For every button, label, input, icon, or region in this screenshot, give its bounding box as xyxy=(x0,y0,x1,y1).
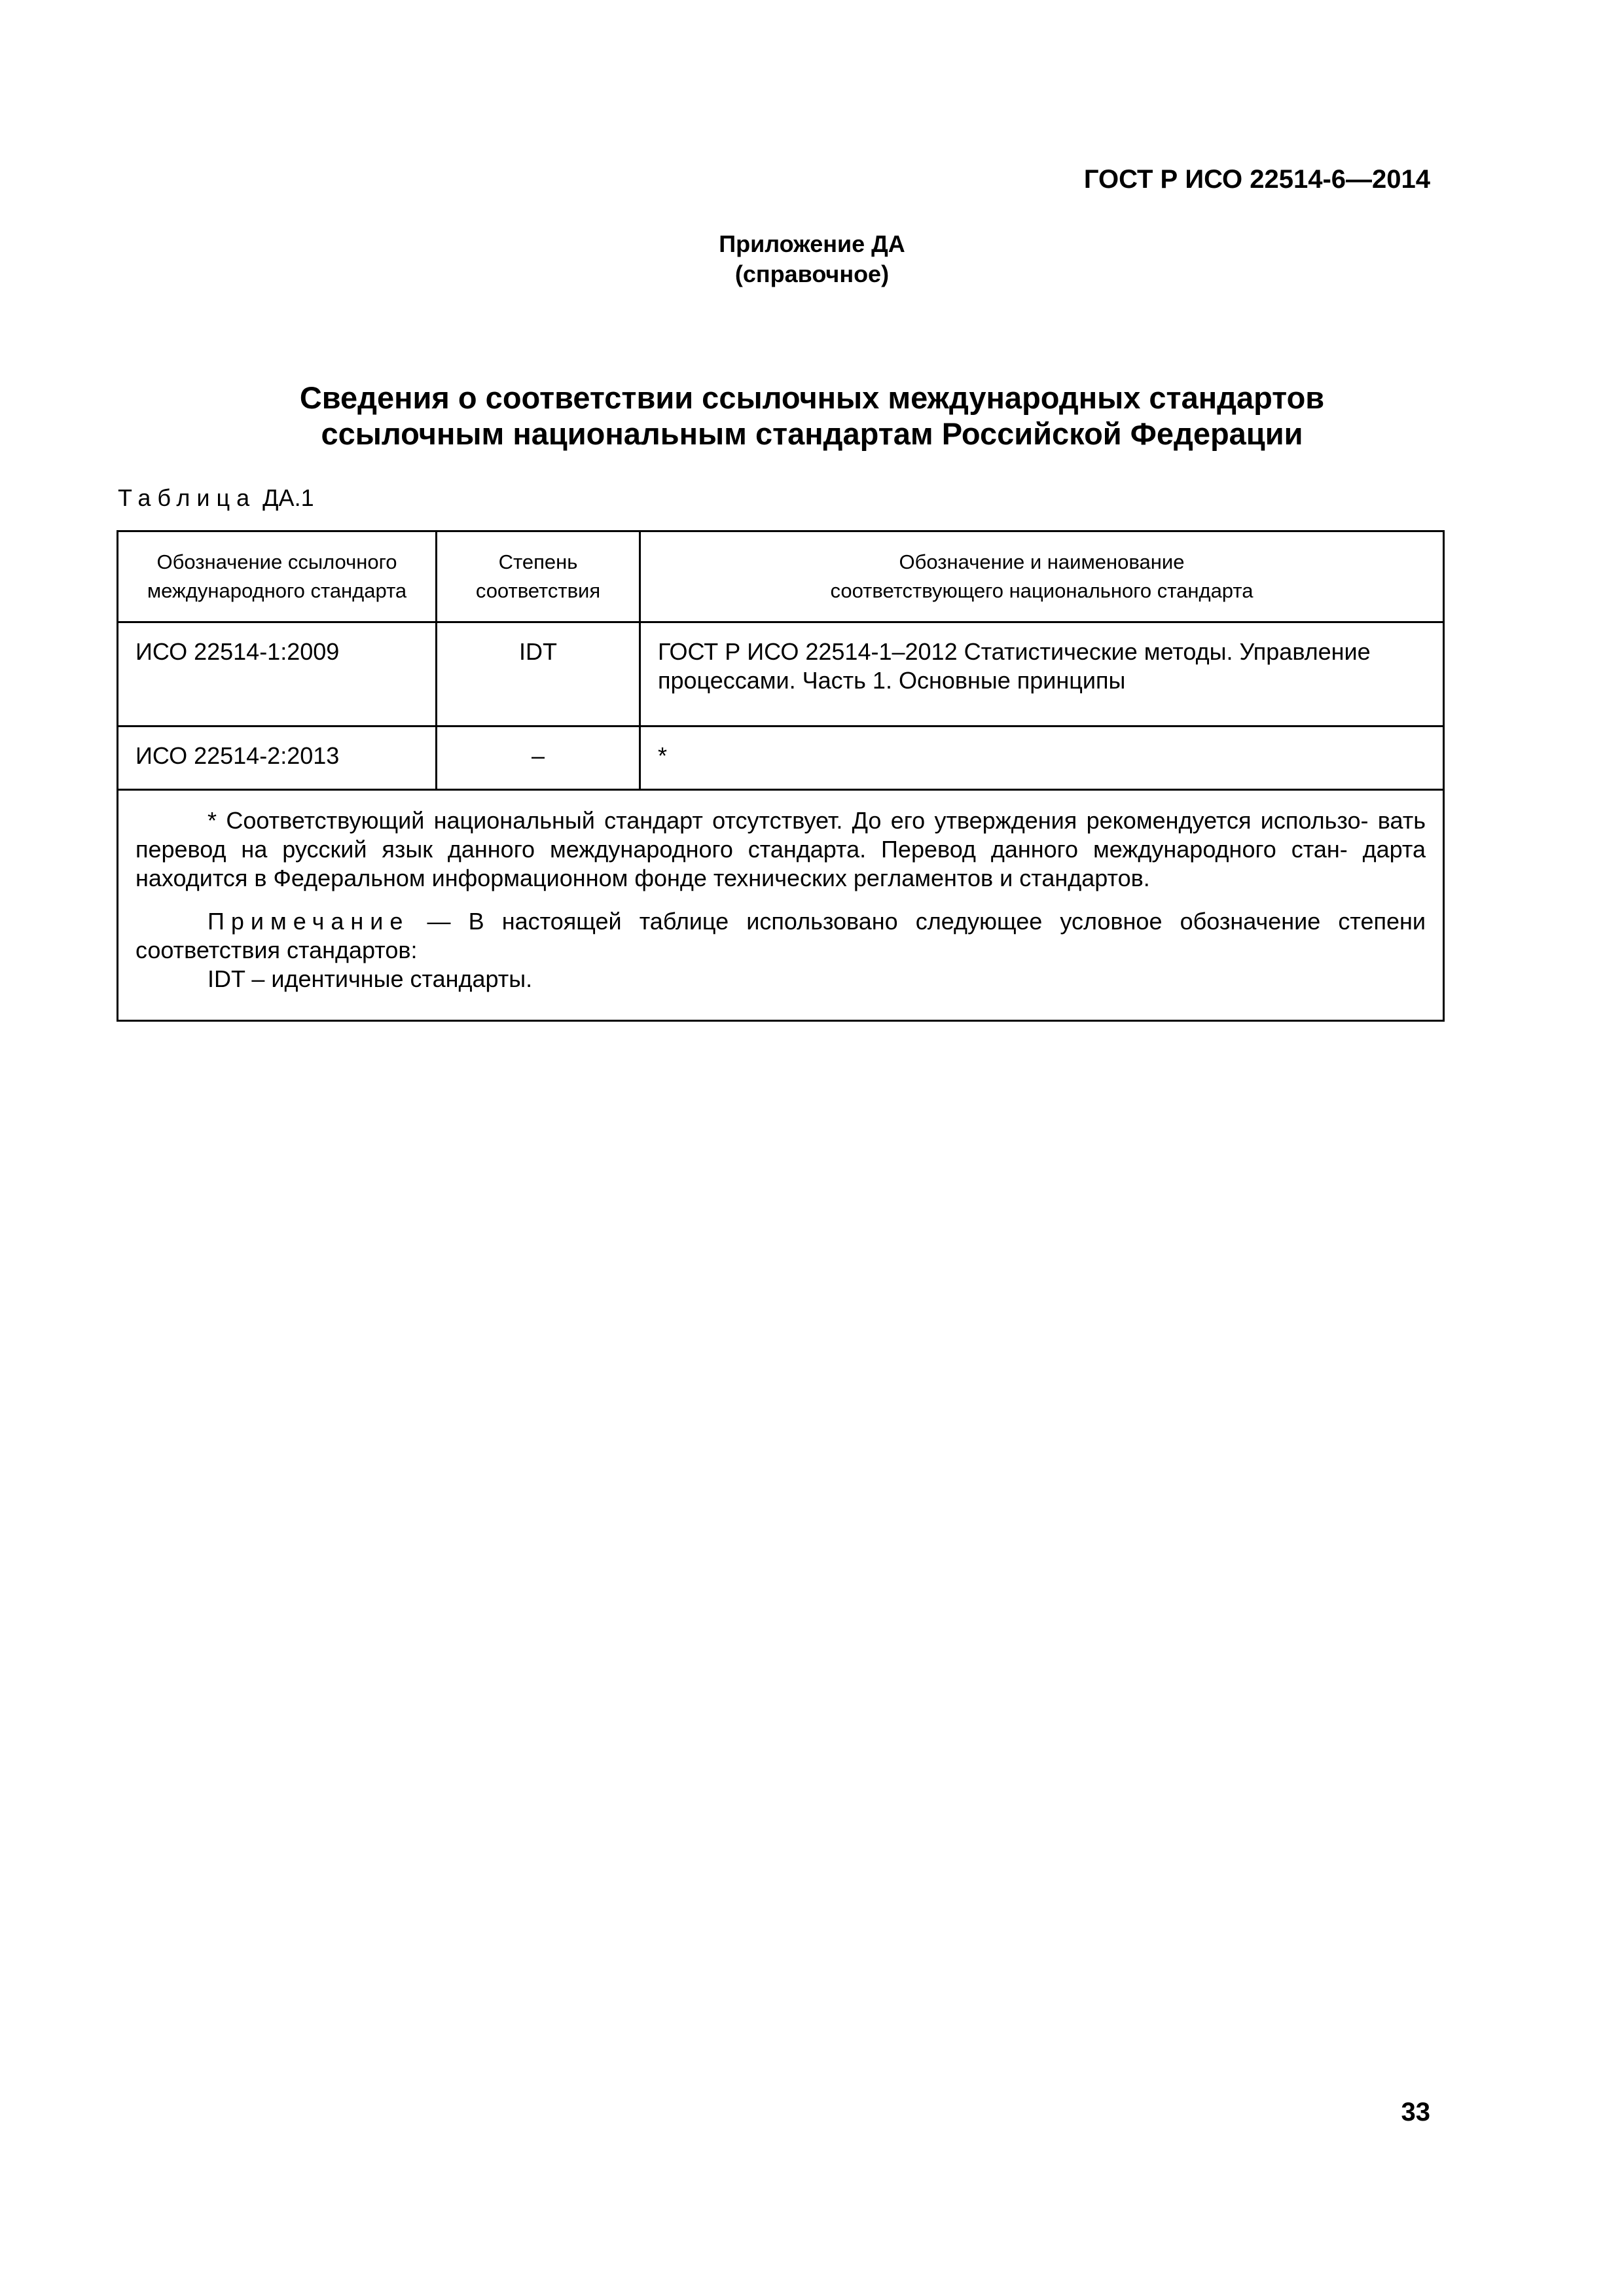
cell-national-standard: ГОСТ Р ИСО 22514-1–2012 Статистические методы. Управление процессами. Часть 1. Основные принципы xyxy=(640,622,1444,726)
header-cell-national-standard: Обозначение и наименование соответствующего национального стандарта xyxy=(640,531,1444,622)
table-notes-row xyxy=(118,790,1444,1021)
note-label: Примечание xyxy=(208,908,410,935)
note-item: IDT – идентичные стандарты. xyxy=(208,965,533,992)
cell-degree: IDT xyxy=(437,622,640,726)
cell-national-standard: * xyxy=(640,726,1444,790)
appendix-heading xyxy=(0,229,1624,289)
table-caption xyxy=(118,484,314,512)
cell-degree: – xyxy=(437,726,640,790)
correspondence-table xyxy=(117,530,1445,1022)
appendix-title: Приложение ДА xyxy=(719,230,905,257)
footnote: * Соответствующий национальный стандарт отсутствует. До его утверждения рекомендуется использо- вать перевод на русский язык данного международного стандарта. Перевод данного международного стан- дарта находится в Федеральном информационном фонде технических регламентов и стандартов. xyxy=(135,807,1426,891)
table-caption-word: Таблица xyxy=(118,484,257,511)
page-number: 33 xyxy=(1401,2098,1430,2126)
section-title-line-2: ссылочным национальным стандартам Российской Федерации xyxy=(321,416,1303,451)
table-header-row xyxy=(118,531,1444,622)
appendix-kind: (справочное) xyxy=(734,260,890,287)
header-cell-international-standard: Обозначение ссылочного международного стандарта xyxy=(118,531,437,622)
section-title xyxy=(0,380,1624,452)
cell-international-standard: ИСО 22514-1:2009 xyxy=(118,622,437,726)
table-row xyxy=(118,622,1444,726)
header-cell-degree: Степень соответствия xyxy=(437,531,640,622)
cell-international-standard: ИСО 22514-2:2013 xyxy=(118,726,437,790)
document-header: ГОСТ Р ИСО 22514-6—2014 xyxy=(1083,165,1430,194)
table-row xyxy=(118,726,1444,790)
table-notes-cell xyxy=(118,790,1444,1021)
note xyxy=(135,907,1426,965)
section-title-line-1: Сведения о соответствии ссылочных международных стандартов xyxy=(299,380,1325,415)
table-caption-number: ДА.1 xyxy=(262,484,314,511)
note-text: — В настоящей таблице использовано следующее условное обозначение степени соответствия стандартов: xyxy=(135,908,1426,963)
